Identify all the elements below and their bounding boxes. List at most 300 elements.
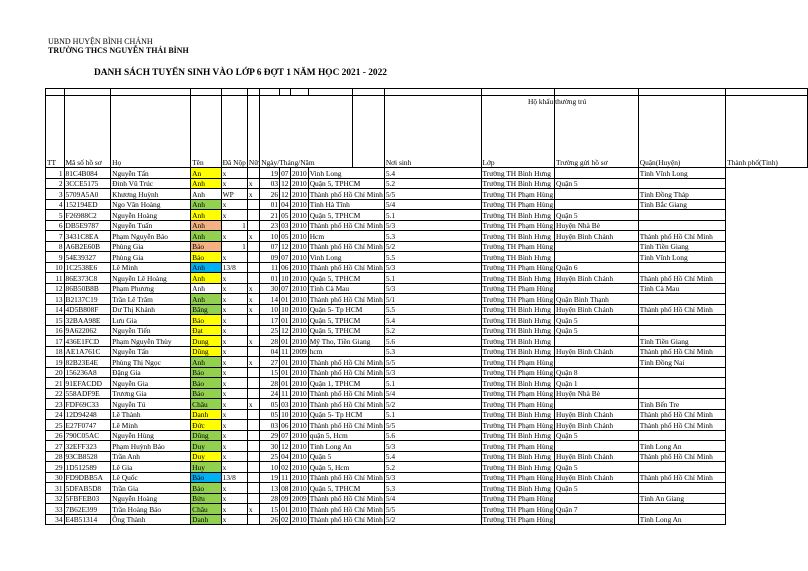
table-row <box>46 283 808 294</box>
cell-code: 32EFF323 <box>64 441 111 452</box>
cell-truong: Trường TH Bình Hưng <box>481 325 555 336</box>
cell-ho: Trương Gia <box>111 388 191 399</box>
school-name: TRƯỜNG THCS NGUYỄN THÁI BÌNH <box>48 46 189 55</box>
cell-tp: Thành phố Hồ Chí Minh <box>638 451 725 462</box>
cell-ten: Đức <box>191 420 222 431</box>
cell-day: 28 <box>260 336 280 347</box>
table-row <box>46 367 808 378</box>
cell-code: 1D512589 <box>64 462 111 473</box>
cell-code: 9A622062 <box>64 325 111 336</box>
cell-truong: Trường TH Bình Hưng <box>481 346 555 357</box>
cell-code: A6B2E60B <box>64 241 111 252</box>
table-row <box>46 346 808 357</box>
cell-quan: Quận 7 <box>555 504 639 515</box>
cell-noisinh: Quận 1, TPHCM <box>308 378 384 389</box>
enrollment-table <box>45 88 808 525</box>
cell-truong: Trường TH Bình Hưng <box>481 168 555 179</box>
cell-day: 19 <box>260 168 280 179</box>
cell-code: E4B51314 <box>64 514 111 525</box>
hokhau-group-label: Hộ khẩu thường trú <box>528 97 587 106</box>
cell-quan <box>555 357 639 368</box>
cell-tt: 2 <box>46 178 65 189</box>
cell-code: 7B62E399 <box>64 504 111 515</box>
cell-month: 12 <box>281 441 289 451</box>
cell-noisinh: Thành phố Hồ Chí Minh <box>309 473 383 482</box>
cell-ten: Anh <box>191 210 222 221</box>
cell-truong: Trường TH Phạm Hùng <box>482 441 554 451</box>
cell-year: 2009 <box>291 494 307 503</box>
cell-year: 2010 <box>291 305 307 314</box>
cell-ten: Duy <box>191 451 222 462</box>
cell-ten: Dũng <box>191 346 222 357</box>
cell-year: 2010 <box>291 252 307 262</box>
cell-day: 15 <box>260 504 280 515</box>
cell-month: 07 <box>281 431 289 440</box>
cell-nu <box>247 430 259 441</box>
cell-year: 2010 <box>291 168 307 178</box>
table-row <box>46 420 808 431</box>
cell-ten: Bửu <box>191 493 222 504</box>
cell-day: 01 <box>260 273 280 284</box>
cell-lop: 5.2 <box>384 462 481 473</box>
cell-code: B2137C19 <box>64 294 111 305</box>
cell-danop: x <box>221 462 247 473</box>
cell-lop: 5.2 <box>384 325 481 336</box>
cell-tt: 1 <box>46 168 65 179</box>
cell-code: 86E373C8 <box>64 273 111 284</box>
cell-tt: 22 <box>46 388 65 399</box>
cell-code: 3CCE5175 <box>64 178 111 189</box>
cell-tt: 17 <box>46 336 65 347</box>
cell-lop: 5/5 <box>384 189 481 200</box>
cell-lop: 5.1 <box>384 409 481 420</box>
cell-danop: 1 <box>221 220 247 231</box>
cell-quan: Quận 8 <box>555 367 639 378</box>
cell-noisinh: Quận 5- Tp HCM <box>308 304 384 315</box>
cell-ten: Anh <box>191 231 222 242</box>
cell-day: 30 <box>260 441 280 452</box>
cell-tp <box>638 262 725 273</box>
cell-noisinh: Tỉnh Hà Tĩnh <box>308 199 384 210</box>
cell-noisinh: Thành phố Hồ Chí Minh <box>309 515 383 524</box>
cell-lop: 5/4 <box>384 493 481 504</box>
table-row <box>46 504 808 515</box>
cell-code: E27F0747 <box>64 420 111 431</box>
cell-tp: Tỉnh Đồng Tháp <box>638 189 725 200</box>
cell-code: 5709A5A0 <box>64 189 111 200</box>
cell-ten: Bảo <box>191 483 222 494</box>
cell-month: 01 <box>281 378 289 388</box>
col-truong: Trường gửi hồ sơ <box>555 96 639 168</box>
cell-day: 23 <box>260 220 280 231</box>
col-noisinh: Nơi sinh <box>384 96 481 168</box>
col-code: Mã số hồ sơ <box>64 96 111 168</box>
cell-tt: 15 <box>46 315 65 326</box>
cell-noisinh: Thành phố Hồ Chí Minh <box>309 494 383 503</box>
cell-truong: Trường TH Bình Hưng <box>481 231 555 242</box>
cell-nu <box>247 420 259 431</box>
cell-truong: Trường TH Bình Hưng <box>481 304 555 315</box>
cell-day: 10 <box>260 462 280 473</box>
table-row <box>46 493 808 504</box>
cell-ho: Đặng Gia <box>111 367 191 378</box>
cell-tp: Thành phố Hồ Chí Minh <box>638 304 725 315</box>
cell-danop: x <box>221 388 247 399</box>
cell-ten: Anh <box>191 189 222 200</box>
cell-noisinh: Hcm <box>308 231 384 242</box>
cell-day: 11 <box>260 262 280 273</box>
cell-nu <box>247 220 259 231</box>
cell-code: 5FBFEB03 <box>64 493 111 504</box>
cell-code: 93CB8528 <box>64 451 111 462</box>
cell-ho: Phùng Gia <box>111 252 191 263</box>
cell-noisinh: Thành phố Hồ Chí Minh <box>309 368 383 377</box>
cell-lop: 5.6 <box>384 430 481 441</box>
cell-danop: x <box>221 357 247 368</box>
cell-tp: Thành phố Hồ Chí Minh <box>638 231 725 242</box>
cell-day: 14 <box>260 294 280 305</box>
cell-code: AE1A761C <box>64 346 111 357</box>
cell-lop: 5.6 <box>384 336 481 347</box>
cell-day: 10 <box>260 231 280 242</box>
cell-danop: x <box>221 231 247 242</box>
cell-ho: Nguyễn Tấn <box>111 346 191 357</box>
cell-tp: Thành phố Hồ Chí Minh <box>638 409 725 420</box>
cell-ho: Nguyễn Tiến <box>111 325 191 336</box>
cell-lop: 5/3 <box>384 367 481 378</box>
cell-month: 12 <box>281 326 289 335</box>
cell-ho: Lê Minh <box>111 420 191 431</box>
cell-ten: Anh <box>191 262 222 273</box>
cell-lop: 5.5 <box>384 252 481 263</box>
cell-danop: x <box>221 325 247 336</box>
col-tt: TT <box>46 96 65 168</box>
cell-tp <box>638 294 725 305</box>
cell-ten: Danh <box>191 409 222 420</box>
cell-danop: x <box>221 336 247 347</box>
cell-tt: 19 <box>46 357 65 368</box>
cell-danop: 13/8 <box>221 472 247 483</box>
cell-code: 156236A8 <box>64 367 111 378</box>
table-row <box>46 294 808 305</box>
cell-ho: Phạm Nguyễn Bảo <box>111 231 191 242</box>
cell-ten: Duy <box>191 441 222 452</box>
cell-tt: 33 <box>46 504 65 515</box>
col-quan: Quận(Huyện) <box>638 96 725 168</box>
cell-nu: x <box>247 336 259 347</box>
table-row <box>46 514 808 525</box>
table-row <box>46 388 808 399</box>
cell-quan <box>555 199 639 210</box>
cell-month: 01 <box>281 368 289 377</box>
cell-truong: Trường TH Bình Hưng <box>481 430 555 441</box>
cell-code: 91EFACDD <box>64 378 111 389</box>
cell-nu <box>247 483 259 494</box>
cell-tp: Thành phố Hồ Chí Minh <box>638 346 725 357</box>
cell-nu: x <box>247 283 259 294</box>
cell-lop: 5/5 <box>384 357 481 368</box>
cell-day: 03 <box>260 178 280 189</box>
cell-code: F26988C2 <box>64 210 111 221</box>
cell-nu: x <box>247 504 259 515</box>
cell-year: 2010 <box>291 515 307 524</box>
cell-ten: Bảo <box>191 472 222 483</box>
cell-code: FDF69C33 <box>64 399 111 410</box>
cell-lop: 5.3 <box>384 231 481 242</box>
cell-month: 01 <box>281 336 289 346</box>
cell-code: 4D5B808F <box>64 304 111 315</box>
cell-truong: Trường TH Bình Hưng <box>481 483 555 494</box>
cell-tt: 14 <box>46 304 65 315</box>
cell-tp: Tỉnh Long An <box>638 514 725 525</box>
cell-month: 11 <box>280 388 291 399</box>
cell-code: 54E39327 <box>64 252 111 263</box>
cell-noisinh: Thành phố Hồ Chí Minh <box>309 294 383 304</box>
cell-month: 09 <box>281 494 289 503</box>
cell-ten: Anh <box>191 178 222 189</box>
cell-noisinh: Thành phố Hồ Chí Minh <box>309 242 383 251</box>
cell-day: 30 <box>260 283 280 294</box>
cell-truong: Trường TH Phạm Hùng <box>482 515 554 524</box>
cell-tt: 20 <box>46 367 65 378</box>
cell-tp: Tỉnh Long An <box>638 441 725 452</box>
cell-danop: x <box>221 441 247 452</box>
table-row <box>46 241 808 252</box>
cell-tp <box>638 504 725 515</box>
cell-noisinh: Tỉnh Long An <box>308 441 384 452</box>
cell-year: 2010 <box>291 263 307 272</box>
cell-day: 21 <box>260 210 280 221</box>
cell-month: 02 <box>281 515 289 524</box>
cell-quan: Huyện Bình Chánh <box>555 231 639 242</box>
cell-ten: Dung <box>191 336 222 347</box>
cell-tt: 3 <box>46 189 65 200</box>
cell-month: 08 <box>281 483 289 493</box>
cell-year: 2010 <box>291 357 307 367</box>
cell-tp: Tỉnh Vĩnh Long <box>638 252 725 263</box>
cell-truong: Trường TH Phạm Hùng <box>482 399 554 409</box>
cell-year: 2010 <box>291 221 307 230</box>
cell-code: 790C05AC <box>64 430 111 441</box>
cell-day: 07 <box>260 241 280 252</box>
cell-lop: 5.3 <box>384 483 481 494</box>
table-row <box>46 199 808 210</box>
cell-month: 10 <box>281 305 289 314</box>
cell-lop: 5/3 <box>384 262 481 273</box>
cell-tt: 18 <box>46 346 65 357</box>
cell-quan: Quận 6 <box>555 262 639 273</box>
cell-ho: Nguyễn Hùng <box>111 430 191 441</box>
cell-lop: 5.2 <box>384 178 481 189</box>
cell-nu <box>247 273 259 284</box>
cell-quan: Quận 5 <box>555 315 639 326</box>
cell-ho: Lưu Gia <box>111 315 191 326</box>
cell-tp <box>638 220 725 231</box>
cell-tt: 34 <box>46 514 65 525</box>
cell-tp: Tỉnh An Giang <box>638 493 725 504</box>
cell-truong: Trường TH Phạm Hùng <box>482 473 554 482</box>
cell-truong: Trường TH Bình Hưng <box>481 178 555 189</box>
cell-noisinh: Quận 5, TPHCM <box>308 315 384 326</box>
cell-ho: Lê Quốc <box>111 472 191 483</box>
cell-truong: Trường TH Phạm Hùng <box>482 368 554 377</box>
cell-nu <box>247 262 259 273</box>
cell-nu <box>247 441 259 452</box>
cell-year: 2010 <box>291 473 307 482</box>
cell-truong: Trường TH Phạm Hùng <box>482 357 554 367</box>
cell-noisinh: Quận 5, TPHCM <box>308 483 384 494</box>
cell-code: 82B23E4E <box>64 357 111 368</box>
cell-day: 05 <box>260 409 280 420</box>
cell-noisinh: Vinh Long <box>308 168 384 179</box>
cell-month: 03 <box>281 221 289 230</box>
cell-quan: Quận 5 <box>555 325 639 336</box>
cell-ho: Lê Gia <box>111 462 191 473</box>
table-row <box>46 336 808 347</box>
cell-year: 2010 <box>291 326 307 335</box>
cell-day: 28 <box>260 493 280 504</box>
cell-quan: Huyện Bình Chánh <box>555 420 639 431</box>
table-row <box>46 189 808 200</box>
cell-year: 2010 <box>291 441 307 451</box>
cell-truong: Trường TH Bình Hưng <box>481 273 555 284</box>
cell-danop: x <box>221 168 247 179</box>
cell-ho: Trần Hoàng Bảo <box>111 504 191 515</box>
cell-ten: Anh <box>191 294 222 305</box>
cell-month: 10 <box>281 410 289 419</box>
cell-noisinh: Thành phố Hồ Chí Minh <box>309 357 383 367</box>
cell-noisinh: Quận 5, TPHCM <box>308 178 384 189</box>
table-row <box>46 451 808 462</box>
cell-quan: Huyện Bình Chánh <box>555 346 639 357</box>
cell-truong: Trường TH Phạm Hùng <box>482 242 554 251</box>
cell-tt: 21 <box>46 378 65 389</box>
cell-danop: x <box>221 367 247 378</box>
cell-lop: 5/2 <box>384 514 481 525</box>
cell-day: 09 <box>260 252 280 263</box>
cell-month: 12 <box>281 189 289 199</box>
cell-year: 2010 <box>291 242 307 251</box>
table-row <box>46 220 808 231</box>
cell-quan: Quận Bình Thạnh <box>555 294 639 305</box>
cell-year: 2010 <box>291 368 307 377</box>
cell-month: 07 <box>281 252 289 262</box>
cell-tp: Tỉnh Đồng Nai <box>638 357 725 368</box>
cell-danop: x <box>221 178 247 189</box>
cell-nu <box>247 199 259 210</box>
cell-nu <box>247 409 259 420</box>
cell-truong: Trường TH Phạm Hùng <box>482 189 554 199</box>
cell-danop: x <box>221 420 247 431</box>
cell-year: 2010 <box>291 210 307 220</box>
blank-row <box>46 89 808 96</box>
cell-code: 32BAA98E <box>64 315 111 326</box>
cell-code: 152194ED <box>64 199 111 210</box>
cell-lop: 5.3 <box>384 346 481 357</box>
cell-ten: Anh <box>191 283 222 294</box>
cell-danop: 13/8 <box>221 262 247 273</box>
cell-quan: Quận 1 <box>555 378 639 389</box>
cell-ho: Nguyễn Tú <box>111 399 191 410</box>
cell-tt: 29 <box>46 462 65 473</box>
cell-day: 01 <box>260 199 280 210</box>
cell-ten: Bảo <box>191 378 222 389</box>
cell-lop: 5/4 <box>384 199 481 210</box>
cell-truong: Trường TH Bình Hưng <box>481 210 555 221</box>
cell-tp: Tỉnh Bắc Giang <box>638 199 725 210</box>
cell-tp: Tỉnh Tiền Giang <box>638 241 725 252</box>
cell-tp <box>638 462 725 473</box>
cell-nu: x <box>247 178 259 189</box>
table-row <box>46 315 808 326</box>
cell-lop: 5/5 <box>384 420 481 431</box>
cell-danop: x <box>221 399 247 410</box>
col-lop: Lớp <box>481 96 555 168</box>
cell-danop: x <box>221 252 247 263</box>
cell-truong: Trường TH Bình Hưng <box>481 252 555 263</box>
cell-ho: Ngo Văn Hoàng <box>111 199 191 210</box>
cell-ho: Lê Thành <box>111 409 191 420</box>
cell-year: 2010 <box>291 452 307 461</box>
cell-tp <box>638 210 725 221</box>
cell-code: 558ADF9E <box>64 388 111 399</box>
cell-ho: Khương Huỳnh <box>111 189 191 200</box>
cell-lop: 5/3 <box>384 441 481 452</box>
cell-quan: Quận 5 <box>555 178 639 189</box>
cell-month: 11 <box>280 346 291 357</box>
cell-tp <box>638 325 725 336</box>
table-row <box>46 178 808 189</box>
cell-noisinh: Quận 5 <box>308 451 384 462</box>
cell-ten: Bảo <box>191 241 222 252</box>
cell-month: 06 <box>281 263 289 272</box>
cell-tp <box>638 315 725 326</box>
cell-code: 3431C8EA <box>64 231 111 242</box>
cell-ho: Nguyễn Lê Hoàng <box>111 273 191 284</box>
cell-tt: 30 <box>46 472 65 483</box>
cell-tt: 28 <box>46 451 65 462</box>
cell-day: 03 <box>260 420 280 431</box>
cell-nu <box>247 367 259 378</box>
cell-quan <box>555 514 639 525</box>
cell-ten: Dũng <box>191 430 222 441</box>
cell-month: 12 <box>281 179 289 188</box>
cell-year: 2010 <box>291 200 307 209</box>
cell-lop: 5/3 <box>384 283 481 294</box>
cell-danop: x <box>221 346 247 357</box>
cell-danop: WP <box>221 189 247 200</box>
cell-month: 05 <box>281 210 289 220</box>
cell-tp: Thành phố Hồ Chí Minh <box>638 472 725 483</box>
cell-truong: Trường TH Phạm Hùng <box>482 494 554 503</box>
cell-tt: 10 <box>46 262 65 273</box>
table-row <box>46 262 808 273</box>
cell-year: 2010 <box>291 231 307 241</box>
cell-truong: Trường TH Phạm Hùng <box>482 221 554 230</box>
cell-tp: Tỉnh Tiền Giang <box>638 336 725 347</box>
cell-month: 07 <box>281 168 289 178</box>
cell-day: 10 <box>260 304 280 315</box>
cell-danop: 1 <box>221 241 247 252</box>
cell-ten: Anh <box>191 357 222 368</box>
cell-quan: Quận 5 <box>555 462 639 473</box>
cell-day: 26 <box>260 189 280 200</box>
cell-month: 02 <box>281 462 289 472</box>
cell-day: 29 <box>260 430 280 441</box>
cell-truong: Trường TH Phạm Hùng <box>482 294 554 304</box>
cell-ten: Anh <box>191 199 222 210</box>
cell-lop: 5/2 <box>384 241 481 252</box>
